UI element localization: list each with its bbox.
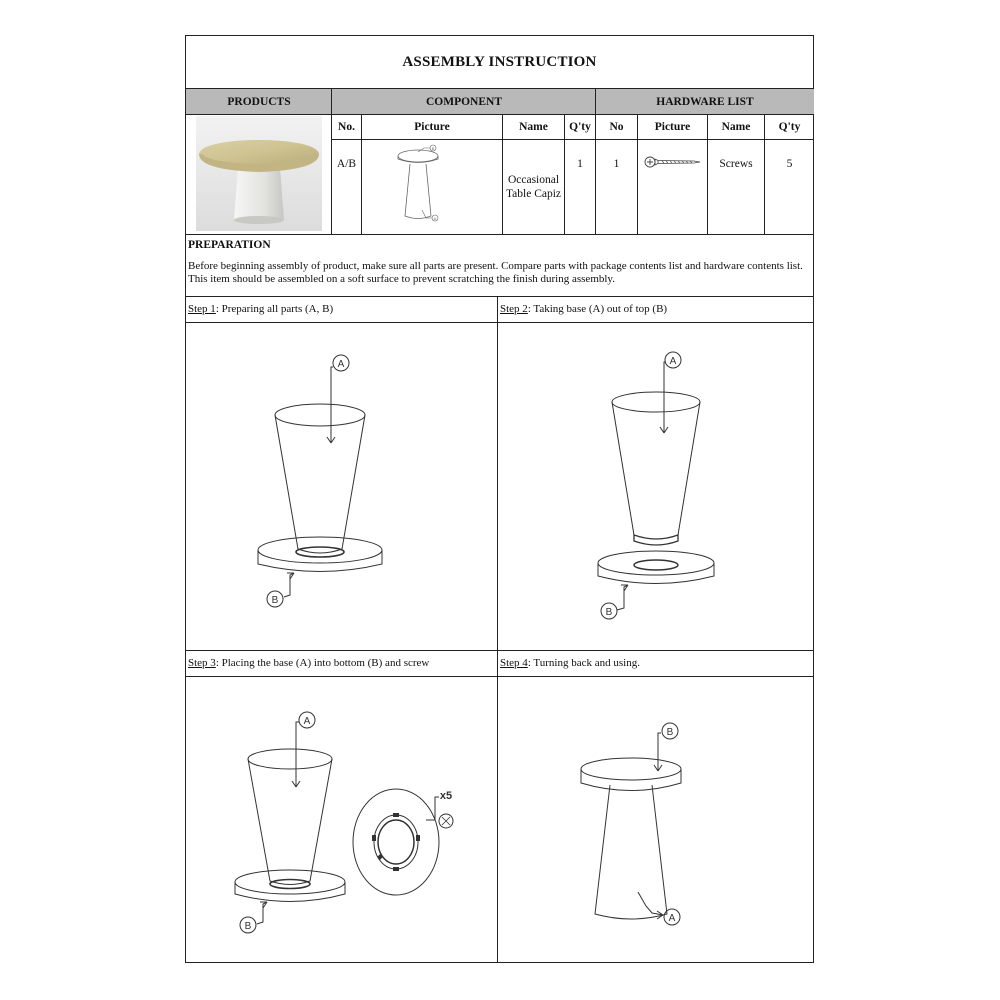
component-col-name: Name xyxy=(519,121,548,133)
component-qty: 1 xyxy=(577,158,583,170)
step2-label: Step 2: Taking base (A) out of top (B) xyxy=(500,303,668,315)
component-no: A/B xyxy=(336,158,357,170)
hardware-name: Screws xyxy=(719,158,753,170)
product-photo xyxy=(196,116,322,231)
component-label-top: B xyxy=(431,146,435,151)
hardware-col-name: Name xyxy=(721,121,751,133)
preparation-text: Before beginning assembly of product, make sure all parts are present. Compare parts with package contents list and hardware contents list. This item should be assembled on a soft surface to prevent scratching the finish during assembly. xyxy=(188,260,803,285)
component-col-qty: Q'ty xyxy=(569,121,591,133)
hardware-col-picture: Picture xyxy=(654,121,691,133)
component-header: COMPONENT xyxy=(332,89,596,115)
component-picture xyxy=(386,142,481,230)
document-title: ASSEMBLY INSTRUCTION xyxy=(186,36,813,89)
step4-callout-b: B xyxy=(666,727,674,738)
hardware-col-qty: Q'ty xyxy=(778,121,801,133)
step1-callout-a: A xyxy=(337,359,345,370)
preparation-title: PREPARATION xyxy=(188,239,271,251)
hardware-header: HARDWARE LIST xyxy=(596,89,814,115)
screw-icon xyxy=(644,154,704,170)
step3-callout-b: B xyxy=(244,921,252,932)
step1-illustration xyxy=(186,323,496,649)
step4-illustration xyxy=(498,677,814,961)
step1-label: Step 1: Preparing all parts (A, B) xyxy=(188,303,334,315)
component-col-picture: Picture xyxy=(414,121,450,133)
step2-callout-b: B xyxy=(605,607,613,618)
step3-screw-count: x5 xyxy=(439,790,453,802)
hardware-qty: 5 xyxy=(786,158,793,170)
step2-callout-a: A xyxy=(669,356,677,367)
hardware-no: 1 xyxy=(613,158,620,170)
step4-callout-a: A xyxy=(668,913,676,924)
component-name-line1: Occasional xyxy=(507,174,560,186)
step2-illustration xyxy=(498,323,814,649)
step1-callout-b: B xyxy=(271,595,279,606)
component-name-line2: Table Capiz xyxy=(505,188,562,200)
component-name xyxy=(503,139,564,268)
step4-label: Step 4: Turning back and using. xyxy=(500,657,640,669)
assembly-document xyxy=(185,35,814,963)
step3-callout-a: A xyxy=(303,716,311,727)
step3-label: Step 3: Placing the base (A) into bottom (B) and screw xyxy=(188,657,430,669)
step3-illustration xyxy=(186,677,496,961)
component-col-no: No. xyxy=(338,121,355,133)
products-header: PRODUCTS xyxy=(186,89,332,115)
component-label-bottom: A xyxy=(433,216,437,221)
hardware-col-no: No xyxy=(609,121,624,133)
